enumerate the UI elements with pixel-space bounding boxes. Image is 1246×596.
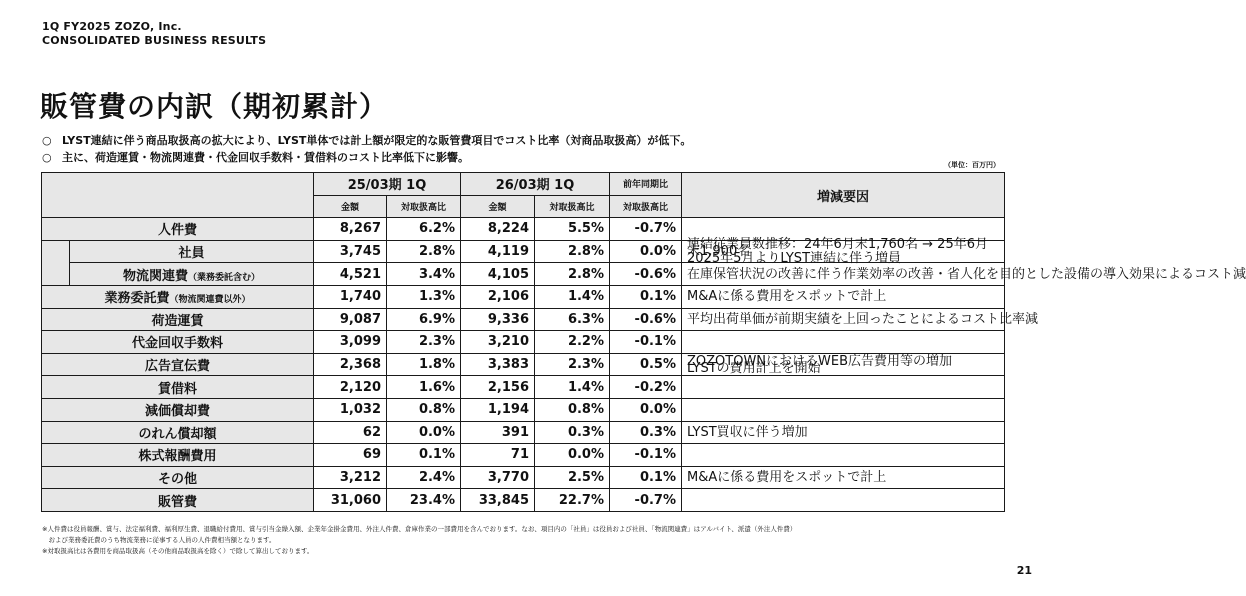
amount-header: 金額: [461, 195, 535, 218]
ratio-cell: 2.8%: [535, 263, 610, 286]
table-row: [42, 308, 1005, 331]
yoy-cell: -0.7%: [610, 489, 682, 512]
reason-cell: ZOZOTOWNにおけるWEB広告費用等の増加 LYSTの費用計上を開始: [682, 353, 1005, 376]
row-label: その他: [42, 466, 314, 489]
reason-cell: [682, 398, 1005, 421]
table-row: [42, 444, 1005, 467]
row-label: 減価償却費: [42, 398, 314, 421]
table-row: [42, 285, 1005, 308]
yoy-cell: -0.2%: [610, 376, 682, 399]
table-row: [42, 376, 1005, 399]
ratio-cell: 6.9%: [387, 308, 461, 331]
reason-cell: LYST買収に伴う増加: [682, 421, 1005, 444]
page-title: 販管費の内訳（期初累計）: [40, 90, 389, 123]
amount-cell: 2,120: [314, 376, 387, 399]
reason-cell: [682, 489, 1005, 512]
summary-bullets: [42, 132, 691, 166]
yoy-cell: -0.6%: [610, 308, 682, 331]
reason-cell: M&Aに係る費用をスポットで計上: [682, 285, 1005, 308]
bullet-item: ○ LYST連結に伴う商品取扱高の拡大により、LYST単体では計上額が限定的な販管費項目でコスト比率（対商品取扱高）が低下。: [42, 132, 691, 149]
yoy-cell: 0.3%: [610, 421, 682, 444]
ratio-cell: 0.8%: [387, 398, 461, 421]
yoy-cell: 0.0%: [610, 398, 682, 421]
reason-cell: 連結従業員数推移：24年6月末1,760名 → 25年6月末1,900名 2025年5月よりLYST連結に伴う増員: [682, 240, 1005, 263]
ratio-cell: 2.2%: [535, 331, 610, 354]
row-label: 社員: [70, 240, 314, 263]
amount-cell: 4,119: [461, 240, 535, 263]
amount-cell: 2,368: [314, 353, 387, 376]
amount-cell: 391: [461, 421, 535, 444]
row-label: 業務委託費（物流関連費以外）: [42, 285, 314, 308]
ratio-cell: 23.4%: [387, 489, 461, 512]
ratio-cell: 2.8%: [535, 240, 610, 263]
table-total-row: [42, 489, 1005, 512]
yoy-cell: -0.7%: [610, 218, 682, 241]
ratio-cell: 1.6%: [387, 376, 461, 399]
footnote: ※人件費は役員報酬、賞与、法定福利費、福利厚生費、退職給付費用、賞与引当金繰入額、企業年金掛金費用、外注人件費、倉庫作業の一部費用を含んでおります。なお、項目内の「社員」は役員および社員、「物流関連費」はアルバイト、派遣（外注人件費）: [42, 525, 797, 533]
ratio-header: 対取扱高比: [535, 195, 610, 218]
ratio-cell: 22.7%: [535, 489, 610, 512]
yoy-cell: 0.0%: [610, 240, 682, 263]
table-row: [42, 331, 1005, 354]
ratio-cell: 0.0%: [387, 421, 461, 444]
ratio-cell: 6.3%: [535, 308, 610, 331]
report-header-line2: CONSOLIDATED BUSINESS RESULTS: [42, 34, 267, 47]
amount-cell: 1,194: [461, 398, 535, 421]
amount-cell: 3,212: [314, 466, 387, 489]
amount-cell: 33,845: [461, 489, 535, 512]
footnote: および業務委託費のうち物流業務に従事する人員の人件費相当額となります。: [42, 536, 276, 544]
ratio-cell: 0.3%: [535, 421, 610, 444]
reason-cell: [682, 444, 1005, 467]
ratio-cell: 2.4%: [387, 466, 461, 489]
unit-label: （単位：百万円）: [944, 161, 1000, 169]
ratio-cell: 3.4%: [387, 263, 461, 286]
ratio-header: 対取扱高比: [610, 195, 682, 218]
amount-cell: 4,105: [461, 263, 535, 286]
row-label: 荷造運賃: [42, 308, 314, 331]
table-row: [42, 398, 1005, 421]
sga-breakdown-table: [41, 172, 1246, 512]
amount-cell: 2,156: [461, 376, 535, 399]
reason-cell: M&Aに係る費用をスポットで計上: [682, 466, 1005, 489]
yoy-header: 前年同期比: [610, 173, 682, 196]
table-header-row: [42, 173, 1005, 196]
item-header-cell: [42, 173, 314, 218]
row-label: 賃借料: [42, 376, 314, 399]
reason-cell: [682, 376, 1005, 399]
amount-cell: 3,383: [461, 353, 535, 376]
amount-cell: 69: [314, 444, 387, 467]
amount-cell: 31,060: [314, 489, 387, 512]
row-label: 人件費: [42, 218, 314, 241]
ratio-cell: 1.3%: [387, 285, 461, 308]
ratio-cell: 2.8%: [387, 240, 461, 263]
ratio-cell: 0.8%: [535, 398, 610, 421]
report-header: [42, 20, 266, 48]
row-label: 物流関連費（業務委託含む）: [70, 263, 314, 286]
yoy-cell: -0.1%: [610, 444, 682, 467]
row-label: 広告宣伝費: [42, 353, 314, 376]
amount-cell: 8,224: [461, 218, 535, 241]
reason-cell: 平均出荷単価が前期実績を上回ったことによるコスト比率減: [682, 308, 1005, 331]
yoy-cell: -0.1%: [610, 331, 682, 354]
yoy-cell: 0.1%: [610, 285, 682, 308]
row-label: 株式報酬費用: [42, 444, 314, 467]
amount-cell: 62: [314, 421, 387, 444]
bullet-item: ○ 主に、荷造運賃・物流関連費・代金回収手数料・賃借料のコスト比率低下に影響。: [42, 149, 691, 166]
ratio-cell: 2.3%: [387, 331, 461, 354]
ratio-cell: 2.5%: [535, 466, 610, 489]
amount-cell: 3,099: [314, 331, 387, 354]
table-row: [42, 421, 1005, 444]
ratio-cell: 5.5%: [535, 218, 610, 241]
ratio-cell: 2.3%: [535, 353, 610, 376]
amount-cell: 1,740: [314, 285, 387, 308]
period1-header: 25/03期 1Q: [314, 173, 461, 196]
amount-cell: 8,267: [314, 218, 387, 241]
yoy-cell: 0.1%: [610, 466, 682, 489]
table-row: [42, 240, 1005, 263]
table-row: [42, 466, 1005, 489]
row-label: 販管費: [42, 489, 314, 512]
amount-header: 金額: [314, 195, 387, 218]
reason-cell: 在庫保管状況の改善に伴う作業効率の改善・省人化を目的とした設備の導入効果によるコスト減: [682, 263, 1005, 286]
ratio-cell: 1.8%: [387, 353, 461, 376]
amount-cell: 1,032: [314, 398, 387, 421]
table-row: [42, 263, 1005, 286]
ratio-header: 対取扱高比: [387, 195, 461, 218]
footnote: ※対取扱高比は各費用を商品取扱高（その他商品取扱高を除く）で除して算出しております。: [42, 547, 314, 555]
amount-cell: 2,106: [461, 285, 535, 308]
amount-cell: 3,210: [461, 331, 535, 354]
ratio-cell: 0.0%: [535, 444, 610, 467]
reason-header: 増減要因: [682, 173, 1005, 218]
row-label: 代金回収手数料: [42, 331, 314, 354]
yoy-cell: -0.6%: [610, 263, 682, 286]
amount-cell: 3,770: [461, 466, 535, 489]
yoy-cell: 0.5%: [610, 353, 682, 376]
row-label: のれん償却額: [42, 421, 314, 444]
footnotes: [42, 524, 796, 557]
indent-cell: [42, 240, 70, 285]
amount-cell: 9,087: [314, 308, 387, 331]
page-number: 21: [1016, 564, 1032, 577]
ratio-cell: 6.2%: [387, 218, 461, 241]
amount-cell: 71: [461, 444, 535, 467]
ratio-cell: 0.1%: [387, 444, 461, 467]
amount-cell: 3,745: [314, 240, 387, 263]
period2-header: 26/03期 1Q: [461, 173, 610, 196]
reason-cell: [682, 331, 1005, 354]
ratio-cell: 1.4%: [535, 285, 610, 308]
report-header-line1: 1Q FY2025 ZOZO, Inc.: [42, 20, 182, 33]
amount-cell: 4,521: [314, 263, 387, 286]
ratio-cell: 1.4%: [535, 376, 610, 399]
amount-cell: 9,336: [461, 308, 535, 331]
table-row: [42, 353, 1005, 376]
